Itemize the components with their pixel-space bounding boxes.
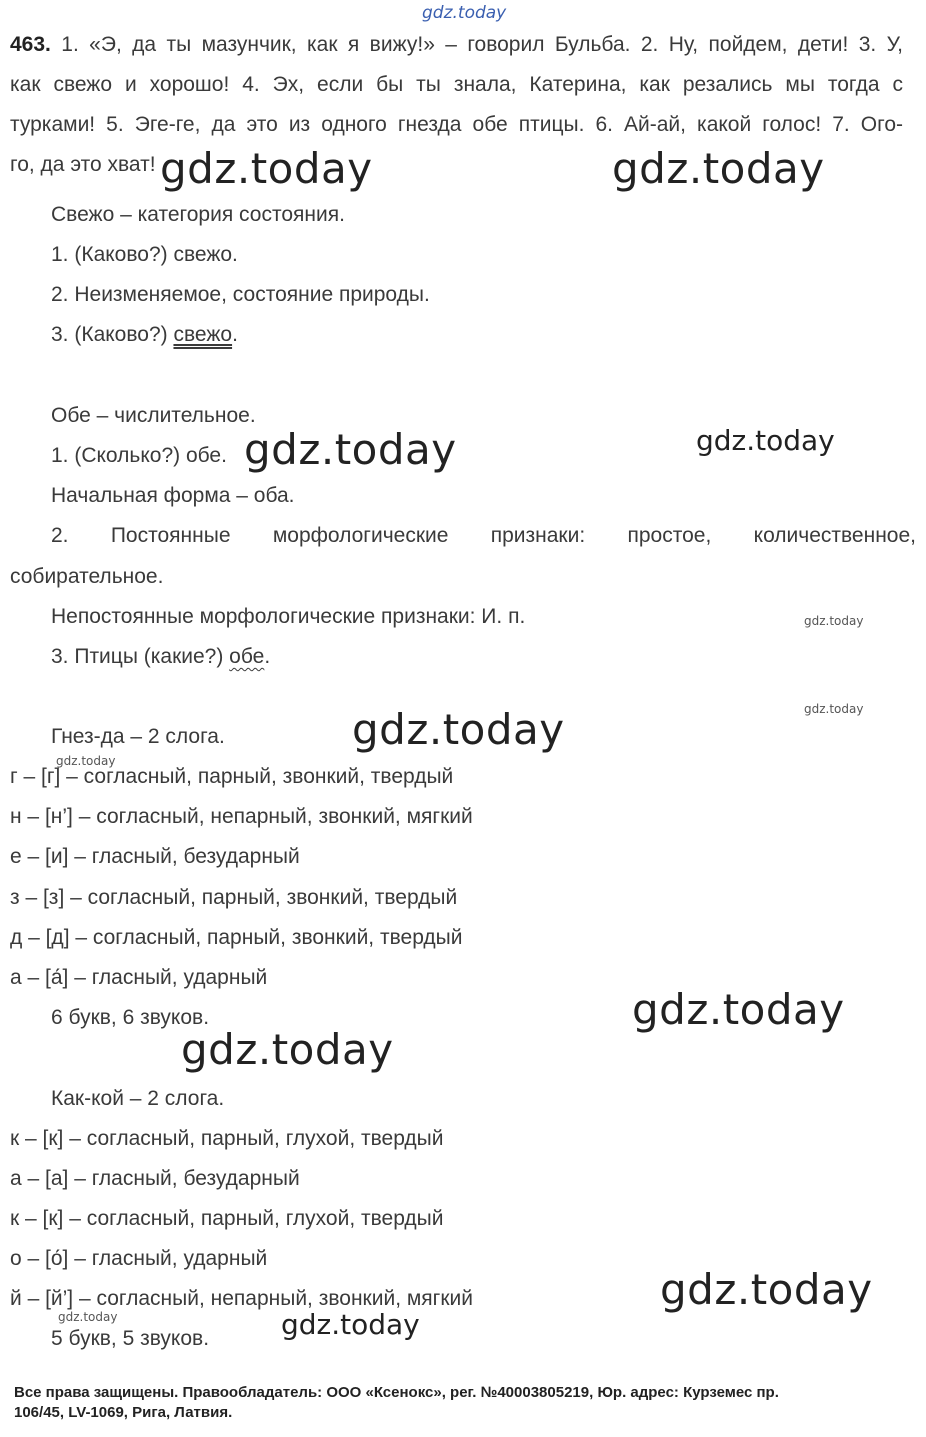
gnezda-summary: 6 букв, 6 звуков. (51, 1006, 210, 1029)
gnezda-heading: Гнез-да – 2 слога. (51, 725, 225, 748)
watermark-13: gdz.today (281, 1308, 420, 1341)
obe-point-2: 2. Постоянные морфологические признаки: простое, количественное, (51, 524, 916, 547)
kakoy-sound-5: й – [й’] – согласный, непарный, звонкий, мягкий (10, 1287, 473, 1310)
exercise-line-3: турками! 5. Эге-ге, да это из одного гнезда обе птицы. 6. Ай-ай, какой голос! 7. Ого- (10, 113, 903, 136)
gnezda-sound-4: з – [з] – согласный, парный, звонкий, твердый (10, 886, 458, 909)
watermark-4: gdz.today (696, 424, 835, 457)
exercise-line-4: го, да это хват! (10, 153, 156, 176)
obe-underlined-word: обе (229, 645, 265, 668)
gnezda-sound-5: д – [д] – согласный, парный, звонкий, твердый (10, 926, 463, 949)
kakoy-sound-4: о – [о́] – гласный, ударный (10, 1247, 268, 1270)
obe-point-2-cont: собирательное. (10, 565, 164, 588)
watermark-9: gdz.today (632, 985, 845, 1034)
svezho-point-3-prefix: 3. (Каково?) (51, 323, 174, 346)
gnezda-sound-2: н – [н’] – согласный, непарный, звонкий, мягкий (10, 805, 473, 828)
exercise-number: 463. (10, 33, 51, 56)
watermark-top: gdz.today (422, 3, 507, 23)
watermark-11: gdz.today (660, 1265, 873, 1314)
obe-nonconstant: Непостоянные морфологические признаки: И. п. (51, 605, 526, 628)
svezho-underlined-word: свежо (173, 323, 233, 346)
svezho-point-3 (51, 321, 238, 349)
watermark-10: gdz.today (181, 1025, 394, 1074)
obe-point-3-suffix: . (264, 645, 271, 668)
exercise-line-2: как свежо и хорошо! 4. Эх, если бы ты знала, Катерина, как резались мы тогда с (10, 73, 903, 96)
kakoy-sound-3: к – [к] – согласный, парный, глухой, твердый (10, 1207, 444, 1230)
copyright-footer (14, 1383, 919, 1423)
watermark-3: gdz.today (244, 425, 457, 474)
watermark-6: gdz.today (804, 702, 864, 716)
obe-point-1: 1. (Сколько?) обе. (51, 444, 227, 467)
svezho-heading: Свежо – категория состояния. (51, 203, 345, 226)
svezho-point-1: 1. (Каково?) свежо. (51, 243, 238, 266)
copyright-line-1: Все права защищены. Правообладатель: ООО «Ксенокс», рег. №40003805219, Юр. адрес: Курземес пр. (14, 1384, 779, 1401)
watermark-8: gdz.today (56, 754, 116, 768)
kakoy-sound-1: к – [к] – согласный, парный, глухой, твердый (10, 1127, 444, 1150)
svezho-point-2: 2. Неизменяемое, состояние природы. (51, 283, 430, 306)
kakoy-sound-2: а – [а] – гласный, безударный (10, 1167, 300, 1190)
gnezda-sound-3: е – [и] – гласный, безударный (10, 845, 300, 868)
exercise-line-1 (10, 31, 903, 59)
exercise-text-1: 1. «Э, да ты мазунчик, как я вижу!» – говорил Бульба. 2. Ну, пойдем, дети! 3. У, (61, 33, 903, 56)
watermark-5: gdz.today (804, 614, 864, 628)
kakoy-summary: 5 букв, 5 звуков. (51, 1327, 210, 1350)
kakoy-heading: Как-кой – 2 слога. (51, 1087, 225, 1110)
gnezda-sound-6: а – [а́] – гласный, ударный (10, 966, 268, 989)
obe-point-3-prefix: 3. Птицы (какие?) (51, 645, 230, 668)
copyright-line-2: 106/45, LV-1069, Рига, Латвия. (14, 1404, 233, 1421)
watermark-12: gdz.today (58, 1310, 118, 1324)
watermark-1: gdz.today (160, 144, 373, 193)
watermark-7: gdz.today (352, 705, 565, 754)
obe-point-3 (51, 643, 270, 671)
obe-initial-form: Начальная форма – оба. (51, 484, 295, 507)
watermark-2: gdz.today (612, 144, 825, 193)
gnezda-sound-1: г – [г] – согласный, парный, звонкий, твердый (10, 765, 454, 788)
obe-heading: Обе – числительное. (51, 404, 256, 427)
svezho-point-3-suffix: . (232, 323, 238, 346)
